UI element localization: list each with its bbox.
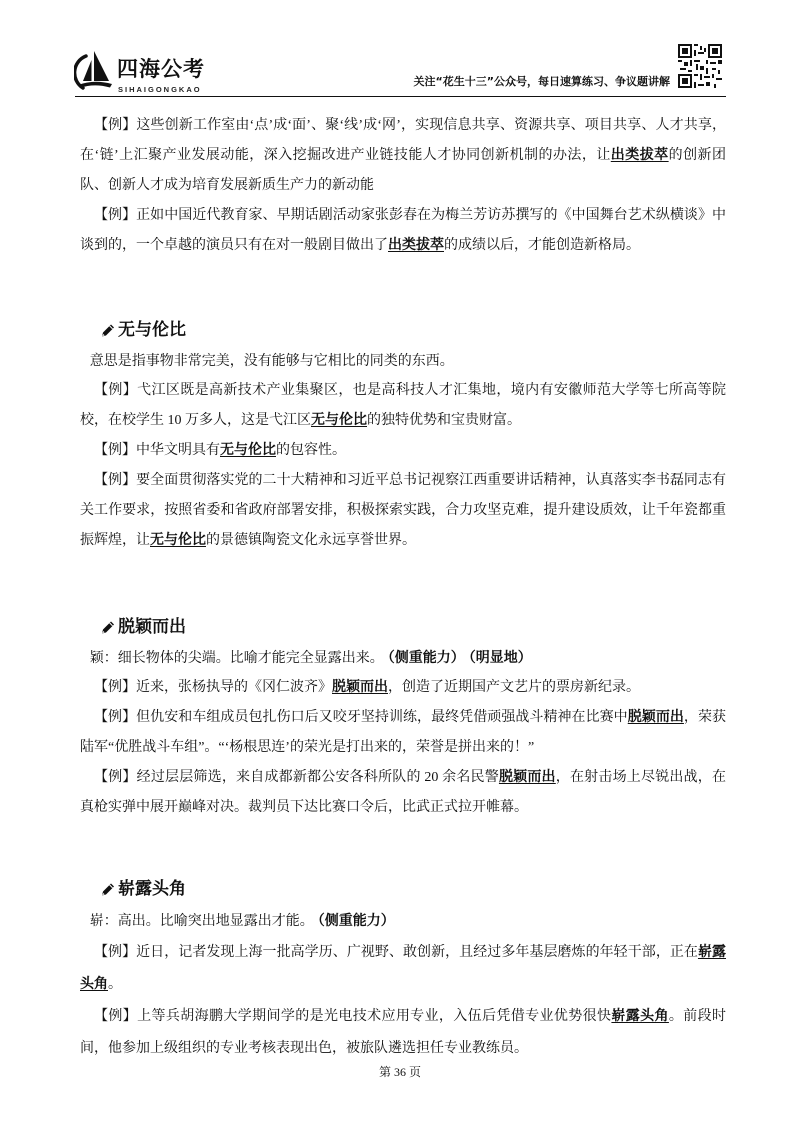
example-text: 【例】近日，记者发现上海一批高学历、广视野、敢创新，且经过多年基层磨炼的年轻干部，正在 bbox=[94, 945, 698, 960]
brand-name: 四海公考 bbox=[117, 57, 205, 81]
highlighted-term: 无与伦比 bbox=[150, 533, 206, 548]
highlighted-term: 崭露头角 bbox=[611, 1009, 669, 1024]
pencil-icon bbox=[100, 881, 116, 897]
idiom-heading bbox=[80, 873, 726, 905]
sailboat-logo-icon bbox=[74, 48, 114, 94]
highlighted-term: 脱颖而出 bbox=[627, 710, 684, 725]
example-text: ，在射击场上尽锐出战，在真枪实弹中展开巅峰对决。裁判员下达比赛口令后，比武正式拉开帷幕。 bbox=[80, 770, 727, 815]
idiom-heading-text: 脱颖而出 bbox=[118, 617, 186, 637]
example-paragraph bbox=[80, 673, 726, 703]
example-text: 的包容性。 bbox=[276, 443, 346, 458]
example-text: 的独特优势和宝贵财富。 bbox=[367, 413, 521, 428]
example-text: 【例】这些创新工作室由‘点’成‘面’、聚‘线’成‘网’，实现信息共享、资源共享、项目共享、人才共享，在‘链’上汇聚产业发展动能，深入挖掘改进产业链技能人才协同创新机制的办法，让 bbox=[80, 118, 726, 163]
qr-code-icon[interactable] bbox=[678, 44, 722, 88]
idiom-heading bbox=[80, 314, 726, 346]
idiom-section bbox=[80, 611, 726, 823]
example-text: 【例】上等兵胡海鹏大学期间学的是光电技术应用专业，入伍后凭借专业优势很快 bbox=[94, 1009, 612, 1024]
idiom-section bbox=[80, 314, 726, 556]
definition-text: 意思是指事物非常完美，没有能够与它相比的同类的东西。 bbox=[89, 353, 454, 369]
header-notice: 关注“花生十三”公众号，每日速算练习、争议题讲解 bbox=[413, 75, 670, 88]
example-paragraph bbox=[80, 1001, 726, 1065]
example-text: ，荣获陆军“优胜战斗车组”。“‘杨根思连’的荣光是打出来的，荣誉是拼出来的！” bbox=[80, 710, 727, 755]
definition-text: 崭：高出。比喻突出地显露出才能。 bbox=[89, 913, 314, 929]
definition-text: 颖：细长物体的尖端。比喻才能完全显露出来。 bbox=[89, 650, 384, 666]
example-text: 【例】近来，张杨执导的《冈仁波齐》 bbox=[94, 680, 332, 695]
example-text: 【例】经过层层筛选，来自成都新都公安各科所队的 20 余名民警 bbox=[94, 770, 499, 785]
example-paragraph bbox=[80, 201, 726, 261]
highlighted-term: 脱颖而出 bbox=[332, 680, 388, 695]
highlighted-term: 出类拔萃 bbox=[610, 148, 669, 163]
example-paragraph bbox=[80, 466, 726, 556]
pencil-icon bbox=[100, 619, 116, 635]
highlighted-term: 出类拔萃 bbox=[388, 238, 444, 253]
idiom-heading-text: 崭露头角 bbox=[118, 879, 186, 899]
header-divider bbox=[75, 96, 726, 97]
emphasis-tag: （侧重能力） bbox=[387, 650, 465, 666]
example-text: 【例】要全面贯彻落实党的二十大精神和习近平总书记视察江西重要讲话精神，认真落实李书磊同志有关工作要求，按照省委和省政府部署安排，积极探索实践，合力攻坚克难，提升建设质效，让千年瓷都重振辉煌，让 bbox=[80, 473, 726, 548]
idiom-definition bbox=[80, 346, 726, 376]
example-text: 【例】但仇安和车组成员包扎伤口后又咬牙坚持训练，最终凭借顽强战斗精神在比赛中 bbox=[94, 710, 628, 725]
example-text: 【例】弋江区既是高新技术产业集聚区，也是高科技人才汇集地，境内有安徽师范大学等七所高等院校，在校学生 10 万多人，这是弋江区 bbox=[80, 383, 726, 428]
example-text: 【例】正如中国近代教育家、早期话剧活动家张彭春在为梅兰芳访苏撰写的《中国舞台艺术纵横谈》中谈到的，一个卓越的演员只有在对一般剧目做出了 bbox=[80, 208, 726, 253]
highlighted-term: 崭露头角 bbox=[80, 945, 726, 992]
example-paragraph bbox=[80, 436, 726, 466]
highlighted-term: 无与伦比 bbox=[311, 413, 367, 428]
idiom-definition bbox=[80, 905, 726, 937]
example-text: 。前段时间，他参加上级组织的专业考核表现出色，被旅队遴选担任专业教练员。 bbox=[80, 1009, 727, 1056]
example-text: 。 bbox=[108, 977, 122, 992]
example-paragraph bbox=[80, 763, 726, 823]
example-text: 【例】中华文明具有 bbox=[94, 443, 220, 458]
example-text: ，创造了近期国产文艺片的票房新纪录。 bbox=[388, 680, 640, 695]
example-paragraph bbox=[80, 376, 726, 436]
idiom-heading-text: 无与伦比 bbox=[118, 320, 186, 340]
emphasis-tag: （明显地） bbox=[468, 650, 532, 666]
example-paragraph bbox=[80, 111, 726, 201]
page-number: 第 36 页 bbox=[378, 1065, 421, 1079]
idiom-definition bbox=[80, 643, 726, 673]
pencil-icon bbox=[100, 322, 116, 338]
example-text: 的创新团队、创新人才成为培育发展新质生产力的新动能 bbox=[80, 148, 727, 193]
highlighted-term: 脱颖而出 bbox=[498, 770, 556, 785]
example-paragraph bbox=[80, 703, 726, 763]
brand-pinyin: SIHAIGONGKAO bbox=[118, 85, 202, 94]
document-body bbox=[80, 111, 726, 1065]
idiom-heading bbox=[80, 611, 726, 643]
example-text: 的成绩以后，才能创造新格局。 bbox=[444, 238, 640, 253]
idiom-section bbox=[80, 873, 726, 1065]
highlighted-term: 无与伦比 bbox=[220, 443, 276, 458]
example-paragraph bbox=[80, 937, 726, 1001]
example-text: 的景德镇陶瓷文化永远享誉世界。 bbox=[206, 533, 416, 548]
emphasis-tag: （侧重能力） bbox=[317, 913, 395, 929]
